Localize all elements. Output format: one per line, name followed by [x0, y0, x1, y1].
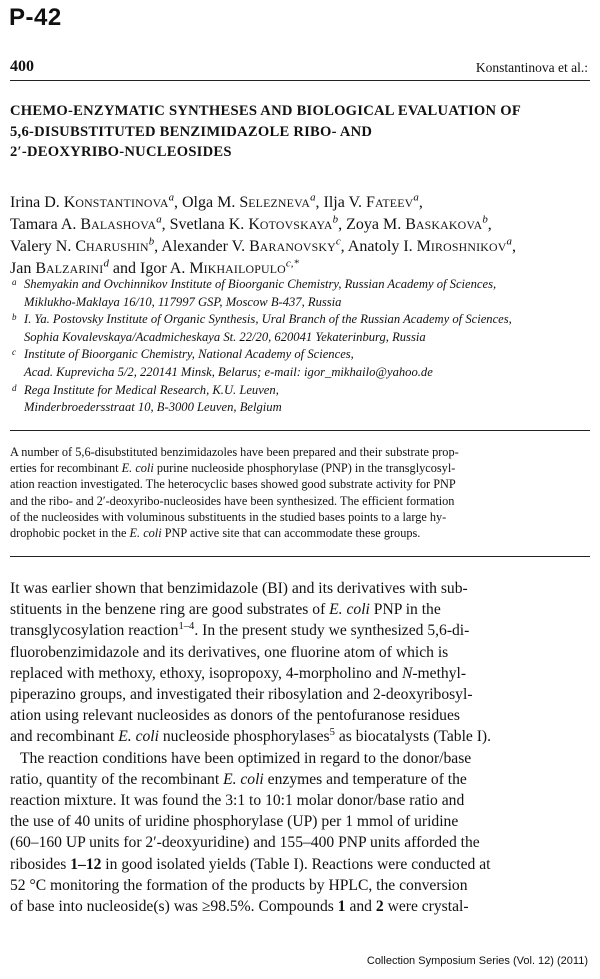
- author-line: Tamara A. BALASHOVA$^a$, Svetlana K. KOTOVSKAYA$^b$, Zoya M. BASKAKOVA$^b$,: [10, 213, 492, 233]
- author-conjunction: and: [112, 260, 136, 277]
- title-line: 2′-DEOXYRIBO-NUCLEOSIDES: [10, 144, 232, 160]
- author: Igor A. $MIKHAILOPULO^{c,*}$: [140, 257, 299, 277]
- page-number: 400: [10, 58, 34, 75]
- abstract-bottom-rule: [10, 556, 590, 557]
- affiliation-mark: a: [12, 277, 17, 287]
- author: Svetlana K. KOTOVSKAYA$^b$: [169, 213, 339, 233]
- abstract-top-rule: [10, 430, 590, 431]
- author-line: Valery N. CHARUSHIN$^b$, Alexander V. BARANOVSKY$^c$, Anatoly I. MIROSHNIKOV$^a$,: [10, 235, 516, 255]
- title-line: CHEMO-ENZYMATIC SYNTHESES AND BIOLOGICAL EVALUATION OF: [10, 103, 521, 119]
- affiliation-c: c Institute of Bioorganic Chemistry, National Academy of Sciences, Acad. Kuprevicha 5/2, 220141 Minsk, Belarus; e-mail: igor_mikhailo@yahoo.de: [10, 346, 590, 381]
- paper-title: [10, 101, 590, 163]
- running-head: Konstantinova et al.:: [475, 60, 588, 75]
- author: Alexander V. BARANOVSKY$^c$: [161, 235, 341, 255]
- author: Jan BALZARINI$^d$: [10, 257, 109, 277]
- author: Valery N. CHARUSHIN$^b$: [10, 235, 155, 255]
- affiliation-a: a Shemyakin and Ovchinnikov Institute of Bioorganic Chemistry, Russian Academy of Sciences, Miklukho-Maklaya 16/10, 117997 GSP, Moscow B-437, Russia: [10, 276, 590, 311]
- affiliation-mark: d: [12, 382, 17, 393]
- poster-id: P-42: [9, 4, 62, 31]
- title-line: 5,6-DISUBSTITUTED BENZIMIDAZOLE RIBO- AND: [10, 123, 373, 140]
- author: Anatoly I. MIROSHNIKOV$^a$: [347, 235, 512, 255]
- author: Ilja V. FATEEV$^a$: [323, 191, 419, 211]
- author: Olga M. SELEZNEVA$^a$: [182, 191, 316, 211]
- author-list: [10, 192, 590, 280]
- affiliation-d: d Rega Institute for Medical Research, K.U. Leuven, Minderbroedersstraat 10, B-3000 Leuven, Belgium: [10, 382, 590, 417]
- header-rule: [10, 80, 590, 81]
- affiliation-mark: c: [12, 347, 16, 358]
- abstract: A number of 5,6-disubstituted benzimidazoles have been prepared and their substrate prop- erties for recombinant E. coli purine nucleoside phosphorylase (PNP) in the transglycosyl- ation reaction investigated. The heterocyclic bases showed good substrate activity for PNP and the ribo- and 2′-deoxyribo-nucleosides have been synthesized. The efficient formation of the nucleosides with voluminous substituents in the studied bases points to a large hy- drophobic pocket in the E. coli PNP active site that can accommodate these groups.: [10, 445, 459, 541]
- body-text: It was earlier shown that benzimidazole (BI) and its derivatives with sub- stituents in the benzene ring are good substrates of E. coli PNP in the transglycosylation reaction$^{1-4}$. In the present study we synthesized 5,6-di- fluorobenzimidazole and its derivatives, one fluorine atom of which is replaced with methoxy, ethoxy, isopropoxy, 4-morpholino and N-methyl- piperazino groups, and investigated their ribosylation and 2-deoxyribosyl- ation using relevant nucleosides as donors of the pentofuranose residues and recombinant E. coli nucleoside phosphorylases$^5$ as biocatalysts (Table I). The reaction conditions have been optimized in regard to the donor/base ratio, quantity of the recombinant E. coli enzymes and temperature of the reaction mixture. It was found the 3:1 to 10:1 molar donor/base ratio and the use of 40 units of uridine phosphorylase (UP) per 1 mmol of uridine (60–160 UP units for 2′-deoxyuridine) and 155–400 PNP units afforded the ribosides 1–12 in good isolated yields (Table I). Reactions were conducted at 52 °C monitoring the formation of the products by HPLC, the conversion of base into nucleoside(s) was ≥98.5%. Compounds 1 and 2 were crystal-: [10, 580, 492, 916]
- author: Tamara A. BALASHOVA$^a$: [10, 213, 162, 233]
- author: Irina D. KONSTANTINOVA$^a$: [10, 191, 174, 211]
- affiliation-b: b I. Ya. Postovsky Institute of Organic Synthesis, Ural Branch of the Russian Academy of Sciences, Sophia Kovalevskaya/Acadmicheskaya St. 22/20, 620041 Yekaterinburg, Russia: [10, 311, 590, 346]
- affiliation-list: [10, 276, 590, 417]
- author-line: Irina D. KONSTANTINOVA$^a$, Olga M. SELEZNEVA$^a$, Ilja V. FATEEV$^a$,: [10, 191, 423, 211]
- author: Zoya M. BASKAKOVA$^b$: [346, 213, 488, 233]
- footer-series: Collection Symposium Series (Vol. 12) (2011): [366, 955, 588, 967]
- affiliation-mark: b: [12, 312, 17, 323]
